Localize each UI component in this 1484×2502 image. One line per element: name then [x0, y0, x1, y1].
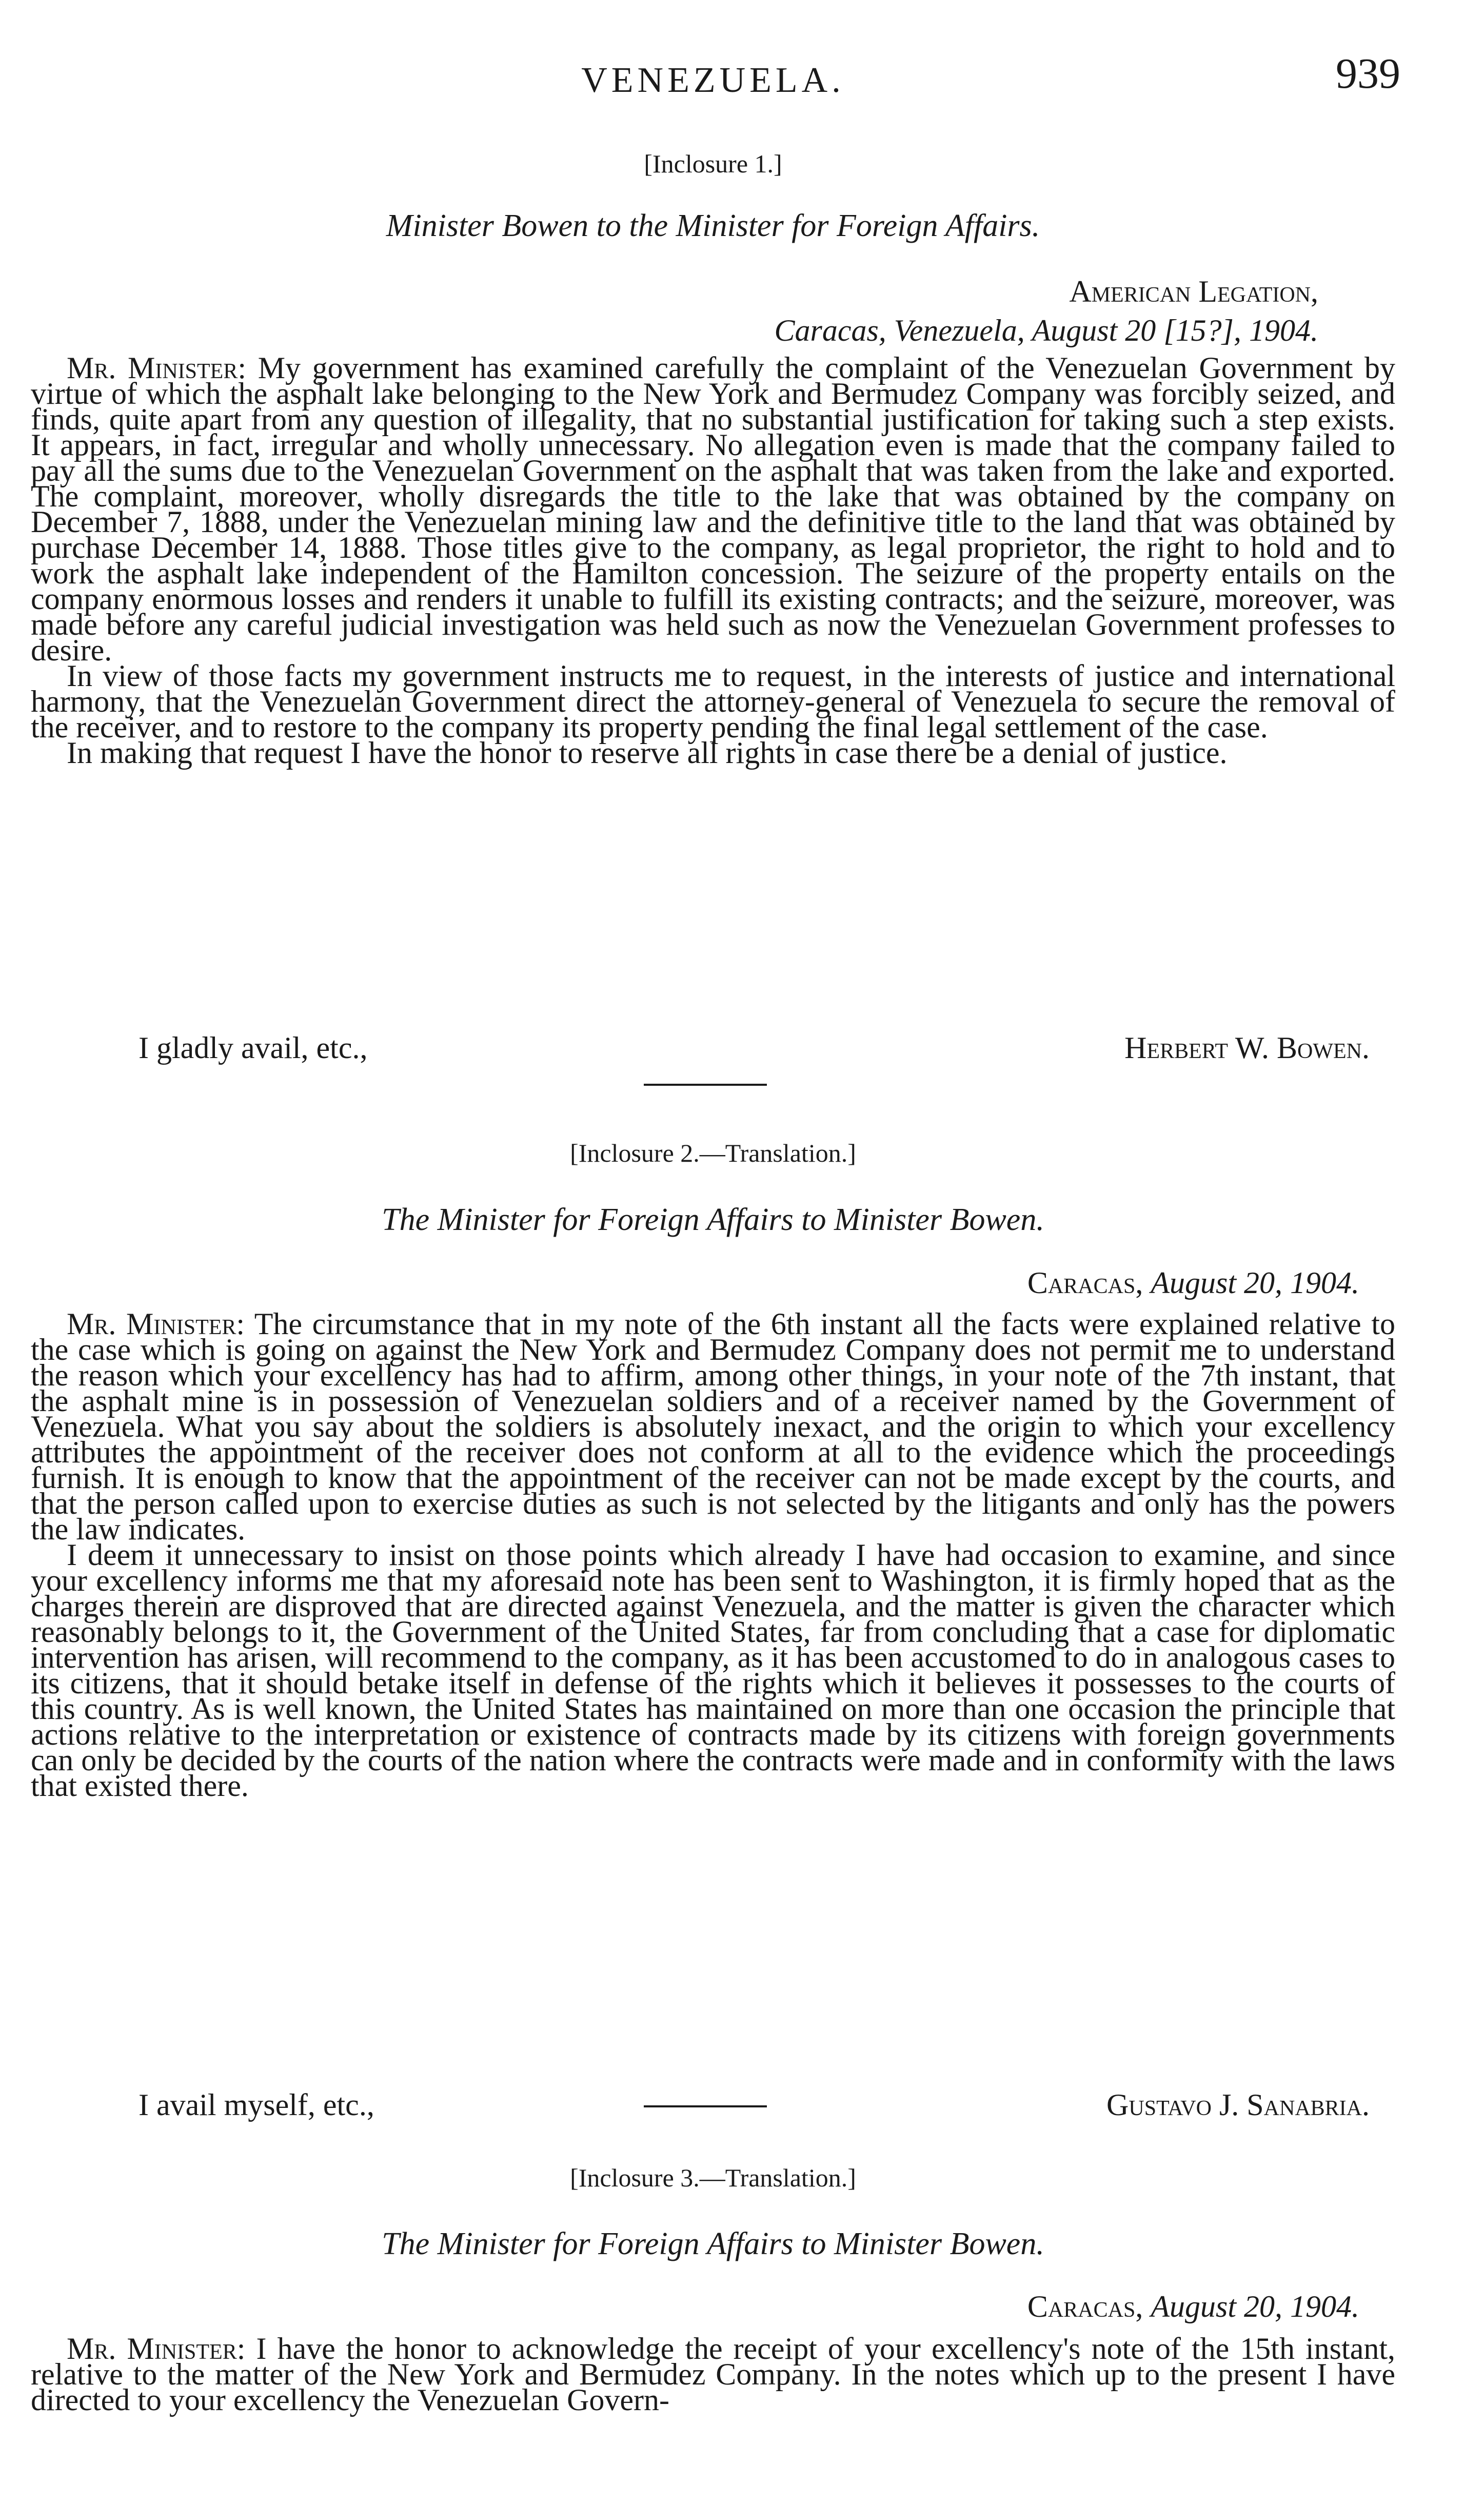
inclosure-1-heading: Minister Bowen to the Minister for Foreign Affairs. — [386, 208, 1040, 243]
inclosure-1-paragraph — [31, 351, 1396, 667]
page-number: 939 — [1336, 50, 1400, 97]
inclosure-3-label: [Inclosure 3.—Translation.] — [570, 2163, 856, 2192]
inclosure-1-label: [Inclosure 1.] — [644, 149, 782, 178]
inclosure-1-closing: I gladly avail, etc., — [138, 1031, 368, 1065]
inclosure-3-body — [31, 2332, 1395, 2417]
inclosure-2-label: [Inclosure 2.—Translation.] — [570, 1139, 856, 1167]
section-divider-rule — [644, 1084, 767, 1086]
inclosure-2-date: August 20, 1904. — [1151, 1266, 1359, 1300]
inclosure-2-signature: Gustavo J. Sanabria. — [1106, 2088, 1370, 2122]
inclosure-3-paragraph-text: I have the honor to acknowledge the receipt of your excellency's note of the 15th instant, relative to the matter of the New York and Bermudez Company. In the notes which up to the present I have directed to your excellency the Venezuelan Govern- — [31, 2332, 1395, 2417]
inclosure-1-place-block — [31, 272, 1318, 350]
inclosure-1-body — [31, 351, 1396, 770]
inclosure-1-paragraph-text: My government has examined carefully the complaint of the Venezuelan Government by virtue of which the asphalt lake belonging to the New York and Bermudez Company was forcibly seized, and finds, quite apart from any question of illegality, that no substantial justification for taking such a step exists. It appears, in fact, irregular and wholly unnecessary. No allegation even is made that the company failed to pay all the sums due to the Venezuelan Government on the asphalt that was taken from the lake and exported. The complaint, moreover, wholly disregards the title to the lake that was obtained by the company on December 7, 1888, under the Venezuelan mining law and the definitive title to the land that was obtained by purchase December 14, 1888. Those titles give to the company, as legal proprietor, the right to hold and to work the asphalt lake independent of the Hamilton concession. The seizure of the property entails on the company enormous losses and renders it unable to fulfill its existing contracts; and the seizure, moreover, was made before any careful judicial investigation was held such as now the Venezuelan Government professes to desire. — [31, 351, 1396, 667]
inclosure-1-legation-line: American Legation, — [1069, 275, 1318, 308]
inclosure-1-closing-row — [31, 1030, 1395, 1066]
inclosure-1-signature: Herbert W. Bowen. — [1124, 1031, 1370, 1065]
inclosure-1-paragraph: In making that request I have the honor to reserve all rights in case there be a denial of justice. — [67, 736, 1228, 770]
inclosure-2-paragraph: I deem it unnecessary to insist on those points which already I have had occasion to examine, and since your excellency informs me that my aforesaid note has been sent to Washington, it is firmly hoped that as the charges therein are disproved that are directed against Venezuela, and the matter is given the character which reasonably belongs to it, the Government of the United States, far from concluding that a case for diplomatic intervention has arisen, will recommend to the company, as it has been accustomed to do in analogous cases to its citizens, that it should betake itself in defense of the rights which it believes it possesses to the courts of this country. As is well known, the United States has maintained on more than one occasion the principle that actions relative to the interpretation or existence of contracts made by its citizens with foreign governments can only be decided by the courts of the nation where the contracts were made and in conformity with the laws that existed there. — [31, 1538, 1395, 1803]
inclosure-3-date-block — [31, 2287, 1359, 2326]
inclosure-3-salutation: Mr. Minister: — [67, 2332, 246, 2366]
running-title: VENEZUELA. — [581, 61, 845, 100]
inclosure-2-closing: I avail myself, etc., — [138, 2088, 374, 2122]
inclosure-3-heading: The Minister for Foreign Affairs to Minister Bowen. — [382, 2226, 1044, 2261]
inclosure-2-heading: The Minister for Foreign Affairs to Minister Bowen. — [382, 1202, 1044, 1237]
inclosure-2-date-block — [31, 1263, 1359, 1302]
running-head — [31, 49, 1400, 105]
inclosure-2-paragraph — [31, 1307, 1396, 1546]
inclosure-1-paragraph: In view of those facts my government instructs me to request, in the interests of justice and international harmony, that the Venezuelan Government direct the attorney-general of Venezuela to secure the removal of the receiver, and to restore to the company its property pending the final legal settlement of the case. — [31, 659, 1395, 744]
inclosure-2-paragraph-text: The circumstance that in my note of the 6th instant all the facts were explained relative to the case which is going on against the New York and Bermudez Company does not permit me to understand the reason which your excellency has had to affirm, among other things, in your note of the 7th instant, that the asphalt mine is in possession of Venezuelan soldiers and of a receiver named by the Government of Venezuela. What you say about the soldiers is absolutely inexact, and the origin to which your excellency attributes the appointment of the receiver does not conform at all to the evidence which the proceedings furnish. It is enough to know that the appointment of the receiver can not be made except by the courts, and that the person called upon to exercise duties as such is not selected by the litigants and only has the powers the law indicates. — [31, 1307, 1396, 1546]
inclosure-2-body — [31, 1307, 1396, 1803]
section-divider-rule — [644, 2105, 767, 2107]
inclosure-2-place: Caracas, — [1027, 1266, 1143, 1300]
inclosure-2-salutation: Mr. Minister: — [67, 1307, 245, 1341]
inclosure-3-date: August 20, 1904. — [1151, 2290, 1359, 2323]
inclosure-3-place: Caracas, — [1027, 2290, 1143, 2323]
inclosure-3-paragraph — [31, 2332, 1395, 2417]
inclosure-1-salutation: Mr. Minister: — [67, 351, 247, 385]
inclosure-1-date-line: Caracas, Venezuela, August 20 [15?], 1904. — [774, 314, 1318, 347]
